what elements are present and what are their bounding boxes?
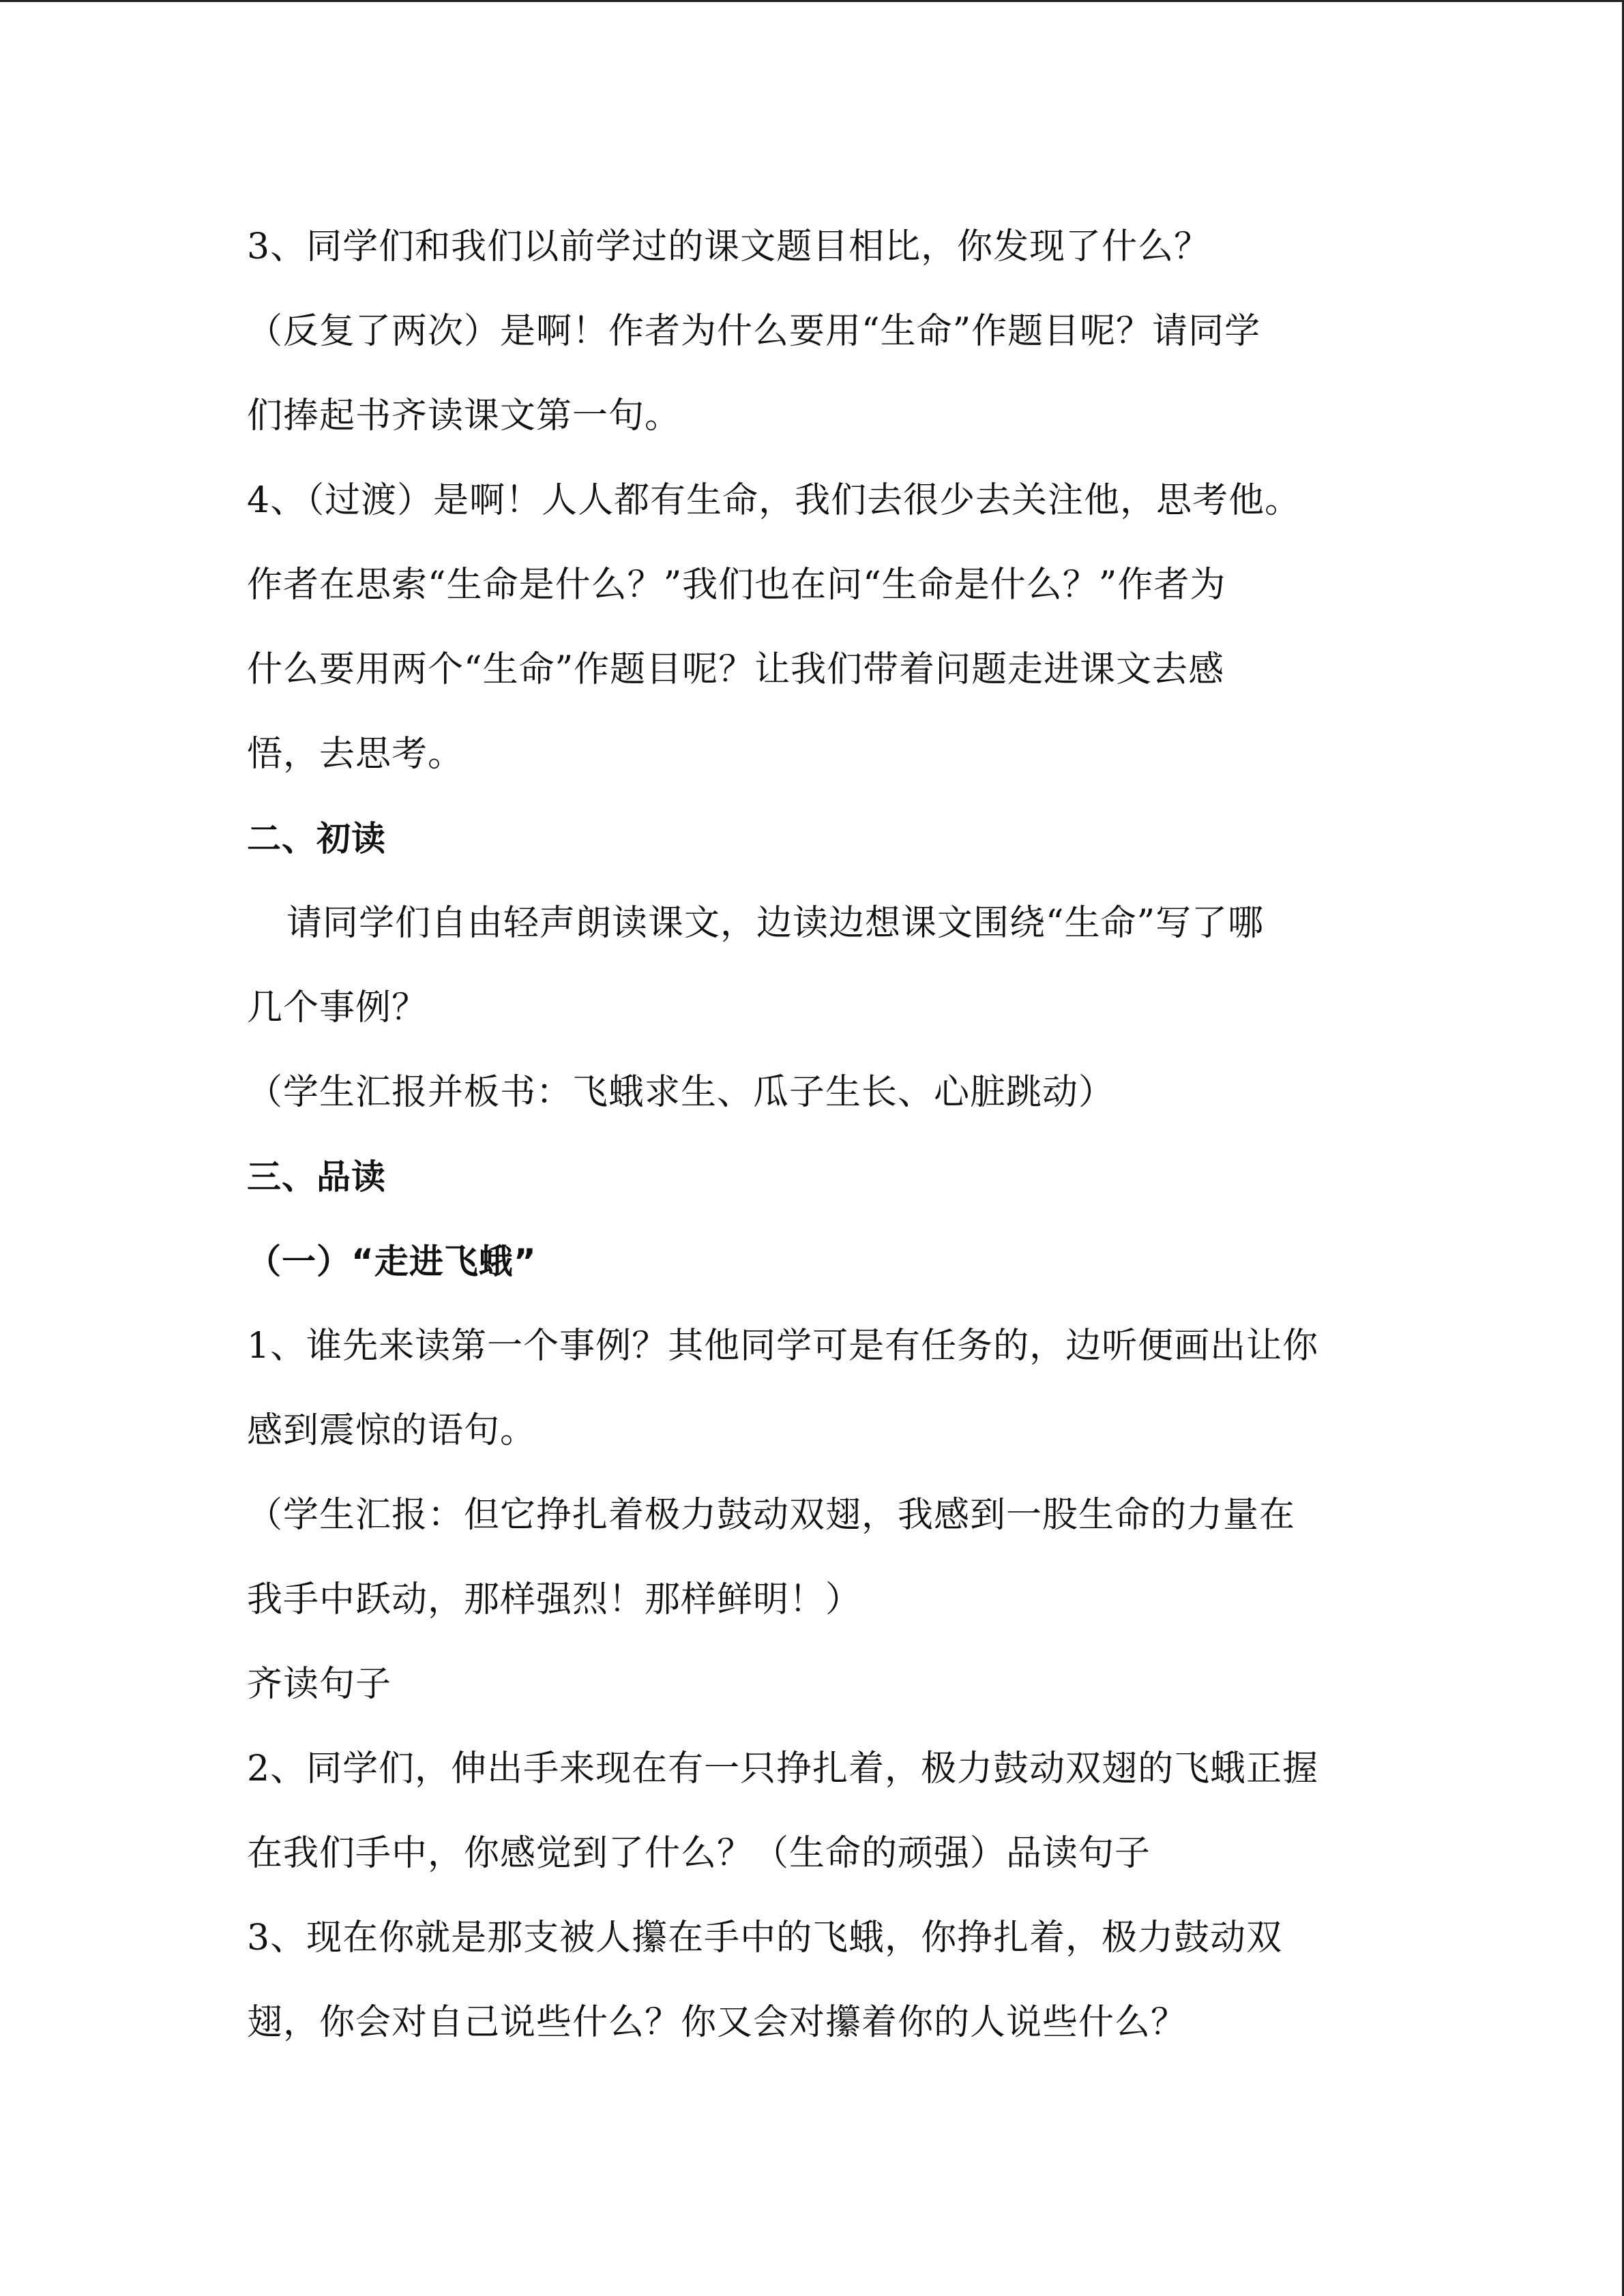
paragraph-line: 请同学们自由轻声朗读课文，边读边想课文围绕“生命”写了哪 <box>286 903 1265 944</box>
paragraph-line: 作者在思索“生命是什么？”我们也在问“生命是什么？”作者为 <box>247 565 1226 606</box>
paragraph-line: （反复了两次）是啊！作者为什么要用“生命”作题目呢？请同学 <box>247 311 1261 352</box>
paragraph-line: （学生汇报并板书：飞蛾求生、瓜子生长、心脏跳动） <box>247 1072 1115 1113</box>
paragraph-line: 齐读句子 <box>247 1664 392 1705</box>
paragraph-line: 1、谁先来读第一个事例？其他同学可是有任务的，边听便画出让你 <box>247 1326 1319 1367</box>
section-heading: 二、初读 <box>247 819 386 859</box>
paragraph-line: 感到震惊的语句。 <box>247 1410 537 1451</box>
paragraph-line: （学生汇报：但它挣扎着极力鼓动双翅，我感到一股生命的力量在 <box>247 1495 1296 1536</box>
paragraph-line: 2、同学们，伸出手来现在有一只挣扎着，极力鼓动双翅的飞蛾正握 <box>247 1748 1319 1789</box>
paragraph-line: 什么要用两个“生命”作题目呢？让我们带着问题走进课文去感 <box>247 649 1225 690</box>
document-body <box>247 205 1393 2065</box>
paragraph-line: 3、现在你就是那支被人攥在手中的飞蛾，你挣扎着，极力鼓动双 <box>247 1918 1283 1958</box>
paragraph-line: 在我们手中，你感觉到了什么？（生命的顽强）品读句子 <box>247 1833 1151 1874</box>
section-heading: 三、品读 <box>247 1157 386 1197</box>
paragraph-line: 4、（过渡）是啊！人人都有生命，我们去很少去关注他，思考他。 <box>247 480 1301 521</box>
paragraph-line: 们捧起书齐读课文第一句。 <box>247 396 681 436</box>
paragraph-line: 3、同学们和我们以前学过的课文题目相比，你发现了什么？ <box>247 226 1211 267</box>
paragraph-line: 翅，你会对自己说些什么？你又会对攥着你的人说些什么？ <box>247 2002 1187 2043</box>
subsection-heading: （一）“走进飞蛾” <box>247 1242 537 1281</box>
paragraph-line: 几个事例？ <box>247 987 428 1028</box>
page-border-top <box>0 0 1624 2</box>
paragraph-line: 悟，去思考。 <box>247 734 464 775</box>
paragraph-line: 我手中跃动，那样强烈！那样鲜明！） <box>247 1579 862 1620</box>
